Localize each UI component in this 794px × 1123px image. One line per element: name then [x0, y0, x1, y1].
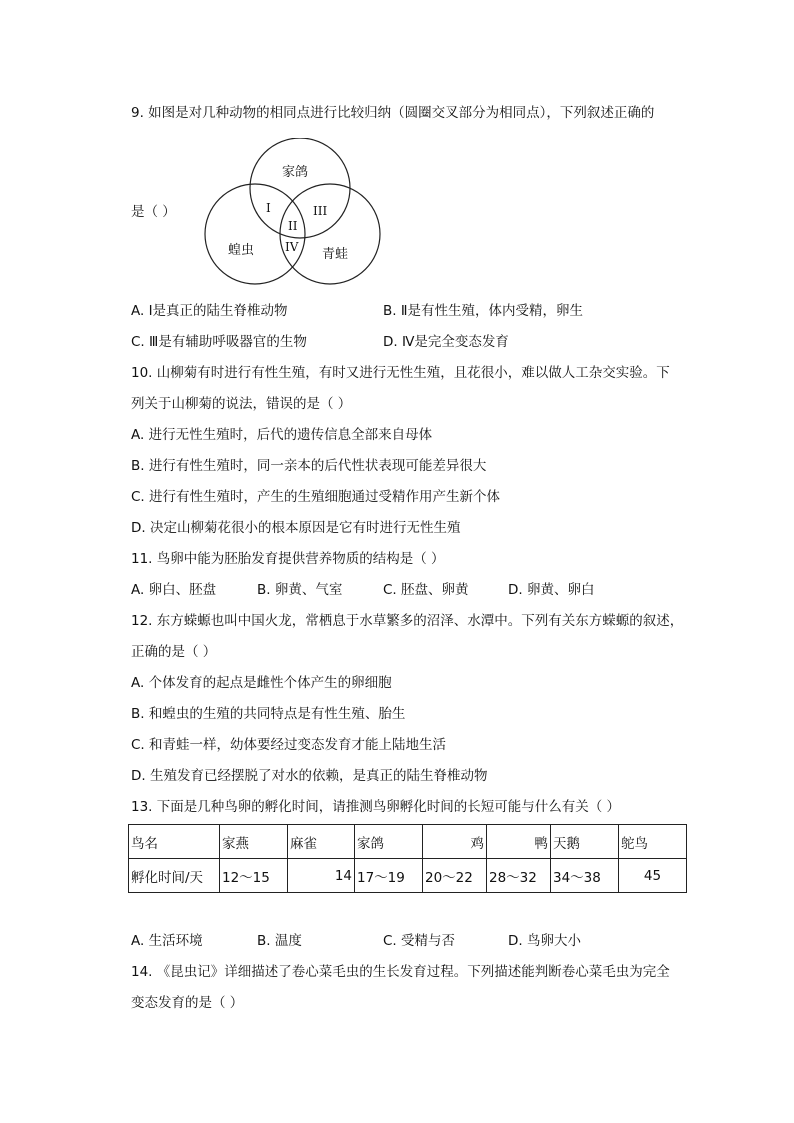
table-cell: 鸭 [487, 825, 551, 859]
table-cell: 28～32 [487, 859, 551, 893]
table-cell: 家鸽 [355, 825, 423, 859]
table-cell: 鸵鸟 [619, 825, 687, 859]
q9-stem-cont: 是（ ） [131, 204, 176, 220]
table-row-bird-names [129, 825, 687, 859]
venn-label-frog: 青蛙 [322, 247, 349, 262]
q10-stem-cont: 列关于山柳菊的说法，错误的是（ ） [131, 396, 352, 412]
table-cell: 家燕 [220, 825, 288, 859]
venn-region-2: II [288, 219, 298, 233]
q10-option-d: D. 决定山柳菊花很小的根本原因是它有时进行无性生殖 [131, 520, 461, 536]
table-cell-header: 鸟名 [129, 825, 220, 859]
table-cell: 麻雀 [288, 825, 355, 859]
venn-circle-pigeon [250, 138, 350, 238]
q14-stem: 14. 《昆虫记》详细描述了卷心菜毛虫的生长发育过程。下列描述能判断卷心菜毛虫为完全 [131, 964, 670, 980]
q12-stem: 12. 东方蝾螈也叫中国火龙，常栖息于水草繁多的沼泽、水潭中。下列有关东方蝾螈的叙述， [131, 613, 684, 629]
venn-diagram [200, 138, 390, 288]
q9-option-d: D. Ⅳ是完全变态发育 [383, 334, 509, 350]
q11-option-a: A. 卵白、胚盘 [131, 582, 217, 598]
q11-option-d: D. 卵黄、卵白 [508, 582, 595, 598]
q13-option-a: A. 生活环境 [131, 933, 203, 949]
table-cell: 鸡 [423, 825, 487, 859]
table-cell: 45 [619, 859, 687, 893]
q9-option-c: C. Ⅲ是有辅助呼吸器官的生物 [131, 334, 307, 350]
q13-option-c: C. 受精与否 [383, 933, 456, 949]
q11-stem: 11. 鸟卵中能为胚胎发育提供营养物质的结构是（ ） [131, 551, 445, 567]
venn-circle-locust [205, 184, 305, 284]
table-cell: 20～22 [423, 859, 487, 893]
table-cell: 34～38 [551, 859, 619, 893]
q9-stem: 9. 如图是对几种动物的相同点进行比较归纳（圆圈交叉部分为相同点），下列叙述正确的 [131, 105, 655, 121]
q13-option-b: B. 温度 [257, 933, 302, 949]
table-row-hatching-days [129, 859, 687, 893]
venn-label-locust: 蝗虫 [228, 243, 255, 258]
q12-stem-cont: 正确的是（ ） [131, 644, 217, 660]
hatching-time-table [128, 824, 687, 893]
table-cell-header: 孵化时间/天 [129, 859, 220, 893]
q12-option-a: A. 个体发育的起点是雌性个体产生的卵细胞 [131, 675, 392, 691]
q9-option-a: A. Ⅰ是真正的陆生脊椎动物 [131, 303, 288, 319]
table-cell: 14 [288, 859, 355, 893]
q12-option-b: B. 和蝗虫的生殖的共同特点是有性生殖、胎生 [131, 706, 406, 722]
q14-stem-cont: 变态发育的是（ ） [131, 995, 244, 1011]
table-cell: 12～15 [220, 859, 288, 893]
q13-option-d: D. 鸟卵大小 [508, 933, 581, 949]
table-cell: 天鹅 [551, 825, 619, 859]
q12-option-d: D. 生殖发育已经摆脱了对水的依赖，是真正的陆生脊椎动物 [131, 768, 488, 784]
q10-option-c: C. 进行有性生殖时，产生的生殖细胞通过受精作用产生新个体 [131, 489, 501, 505]
venn-circle-frog [280, 184, 380, 284]
venn-region-4: IV [285, 240, 299, 254]
q11-option-c: C. 胚盘、卵黄 [383, 582, 469, 598]
venn-region-3: III [313, 204, 328, 218]
q9-option-b: B. Ⅱ是有性生殖，体内受精，卵生 [383, 303, 583, 319]
venn-region-1: I [266, 201, 271, 215]
table-cell: 17～19 [355, 859, 423, 893]
venn-label-pigeon: 家鸽 [282, 165, 309, 180]
q11-option-b: B. 卵黄、气室 [257, 582, 343, 598]
q10-option-b: B. 进行有性生殖时，同一亲本的后代性状表现可能差异很大 [131, 458, 487, 474]
q10-stem: 10. 山柳菊有时进行有性生殖，有时又进行无性生殖，且花很小，难以做人工杂交实验。下 [131, 365, 670, 381]
q10-option-a: A. 进行无性生殖时，后代的遗传信息全部来自母体 [131, 427, 433, 443]
q13-stem: 13. 下面是几种鸟卵的孵化时间，请推测鸟卵孵化时间的长短可能与什么有关（ ） [131, 799, 621, 815]
q12-option-c: C. 和青蛙一样，幼体要经过变态发育才能上陆地生活 [131, 737, 447, 753]
